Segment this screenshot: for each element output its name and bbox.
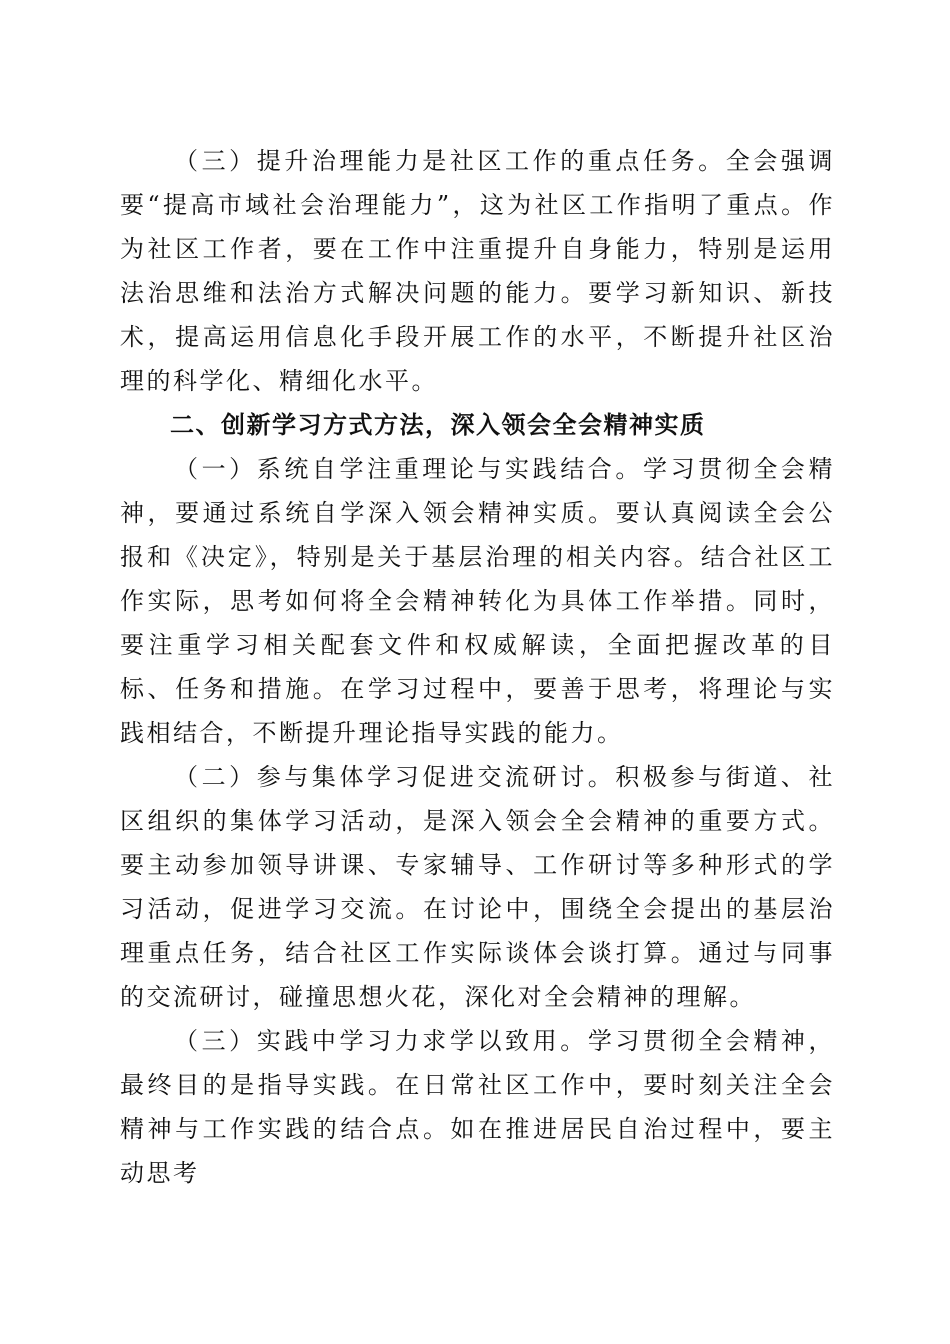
document-body bbox=[120, 139, 835, 1195]
paragraph-governance-capacity bbox=[120, 139, 835, 403]
paragraph-text: 积极参与街道、社区组织的集体学习活动，是深入领会全会精神的重要方式。要主动参加领导讲课、专家辅导、工作研讨等多种形式的学习活动，促进学习交流。在讨论中，围绕全会提出的基层治理重点任务，结合社区工作实际谈体会谈打算。通过与同事的交流研讨，碰撞思想火花，深化对全会精神的理解。 bbox=[120, 763, 835, 1011]
section-heading: 二、创新学习方式方法，深入领会全会精神实质 bbox=[170, 411, 706, 439]
paragraph-lead: （一）系统自学注重理论与实践结合。 bbox=[174, 455, 643, 483]
paragraph-self-study bbox=[120, 447, 835, 755]
paragraph-text: 学习贯彻全会精神，要通过系统自学深入领会精神实质。要认真阅读全会公报和《决定》，特别是关于基层治理的相关内容。结合社区工作实际，思考如何将全会精神转化为具体工作举措。同时，要注重学习相关配套文件和权威解读，全面把握改革的目标、任务和措施。在学习过程中，要善于思考，将理论与实践相结合，不断提升理论指导实践的能力。 bbox=[120, 455, 836, 747]
paragraph-practice-study bbox=[120, 1019, 835, 1195]
paragraph-text: 全会强调要“提高市域社会治理能力”，这为社区工作指明了重点。作为社区工作者，要在工作中注重提升自身能力，特别是运用法治思维和法治方式解决问题的能力。要学习新知识、新技术，提高运用信息化手段开展工作的水平，不断提升社区治理的科学化、精细化水平。 bbox=[120, 147, 836, 395]
paragraph-lead: （三）提升治理能力是社区工作的重点任务。 bbox=[174, 147, 726, 175]
paragraph-group-study bbox=[120, 755, 835, 1019]
paragraph-lead: （二）参与集体学习促进交流研讨。 bbox=[174, 763, 616, 791]
paragraph-lead: （三）实践中学习力求学以致用。 bbox=[174, 1027, 588, 1055]
paragraph-text: 学习贯彻全会精神，最终目的是指导实践。在日常社区工作中，要时刻关注全会精神与工作实践的结合点。如在推进居民自治过程中，要主动思考 bbox=[120, 1027, 836, 1187]
